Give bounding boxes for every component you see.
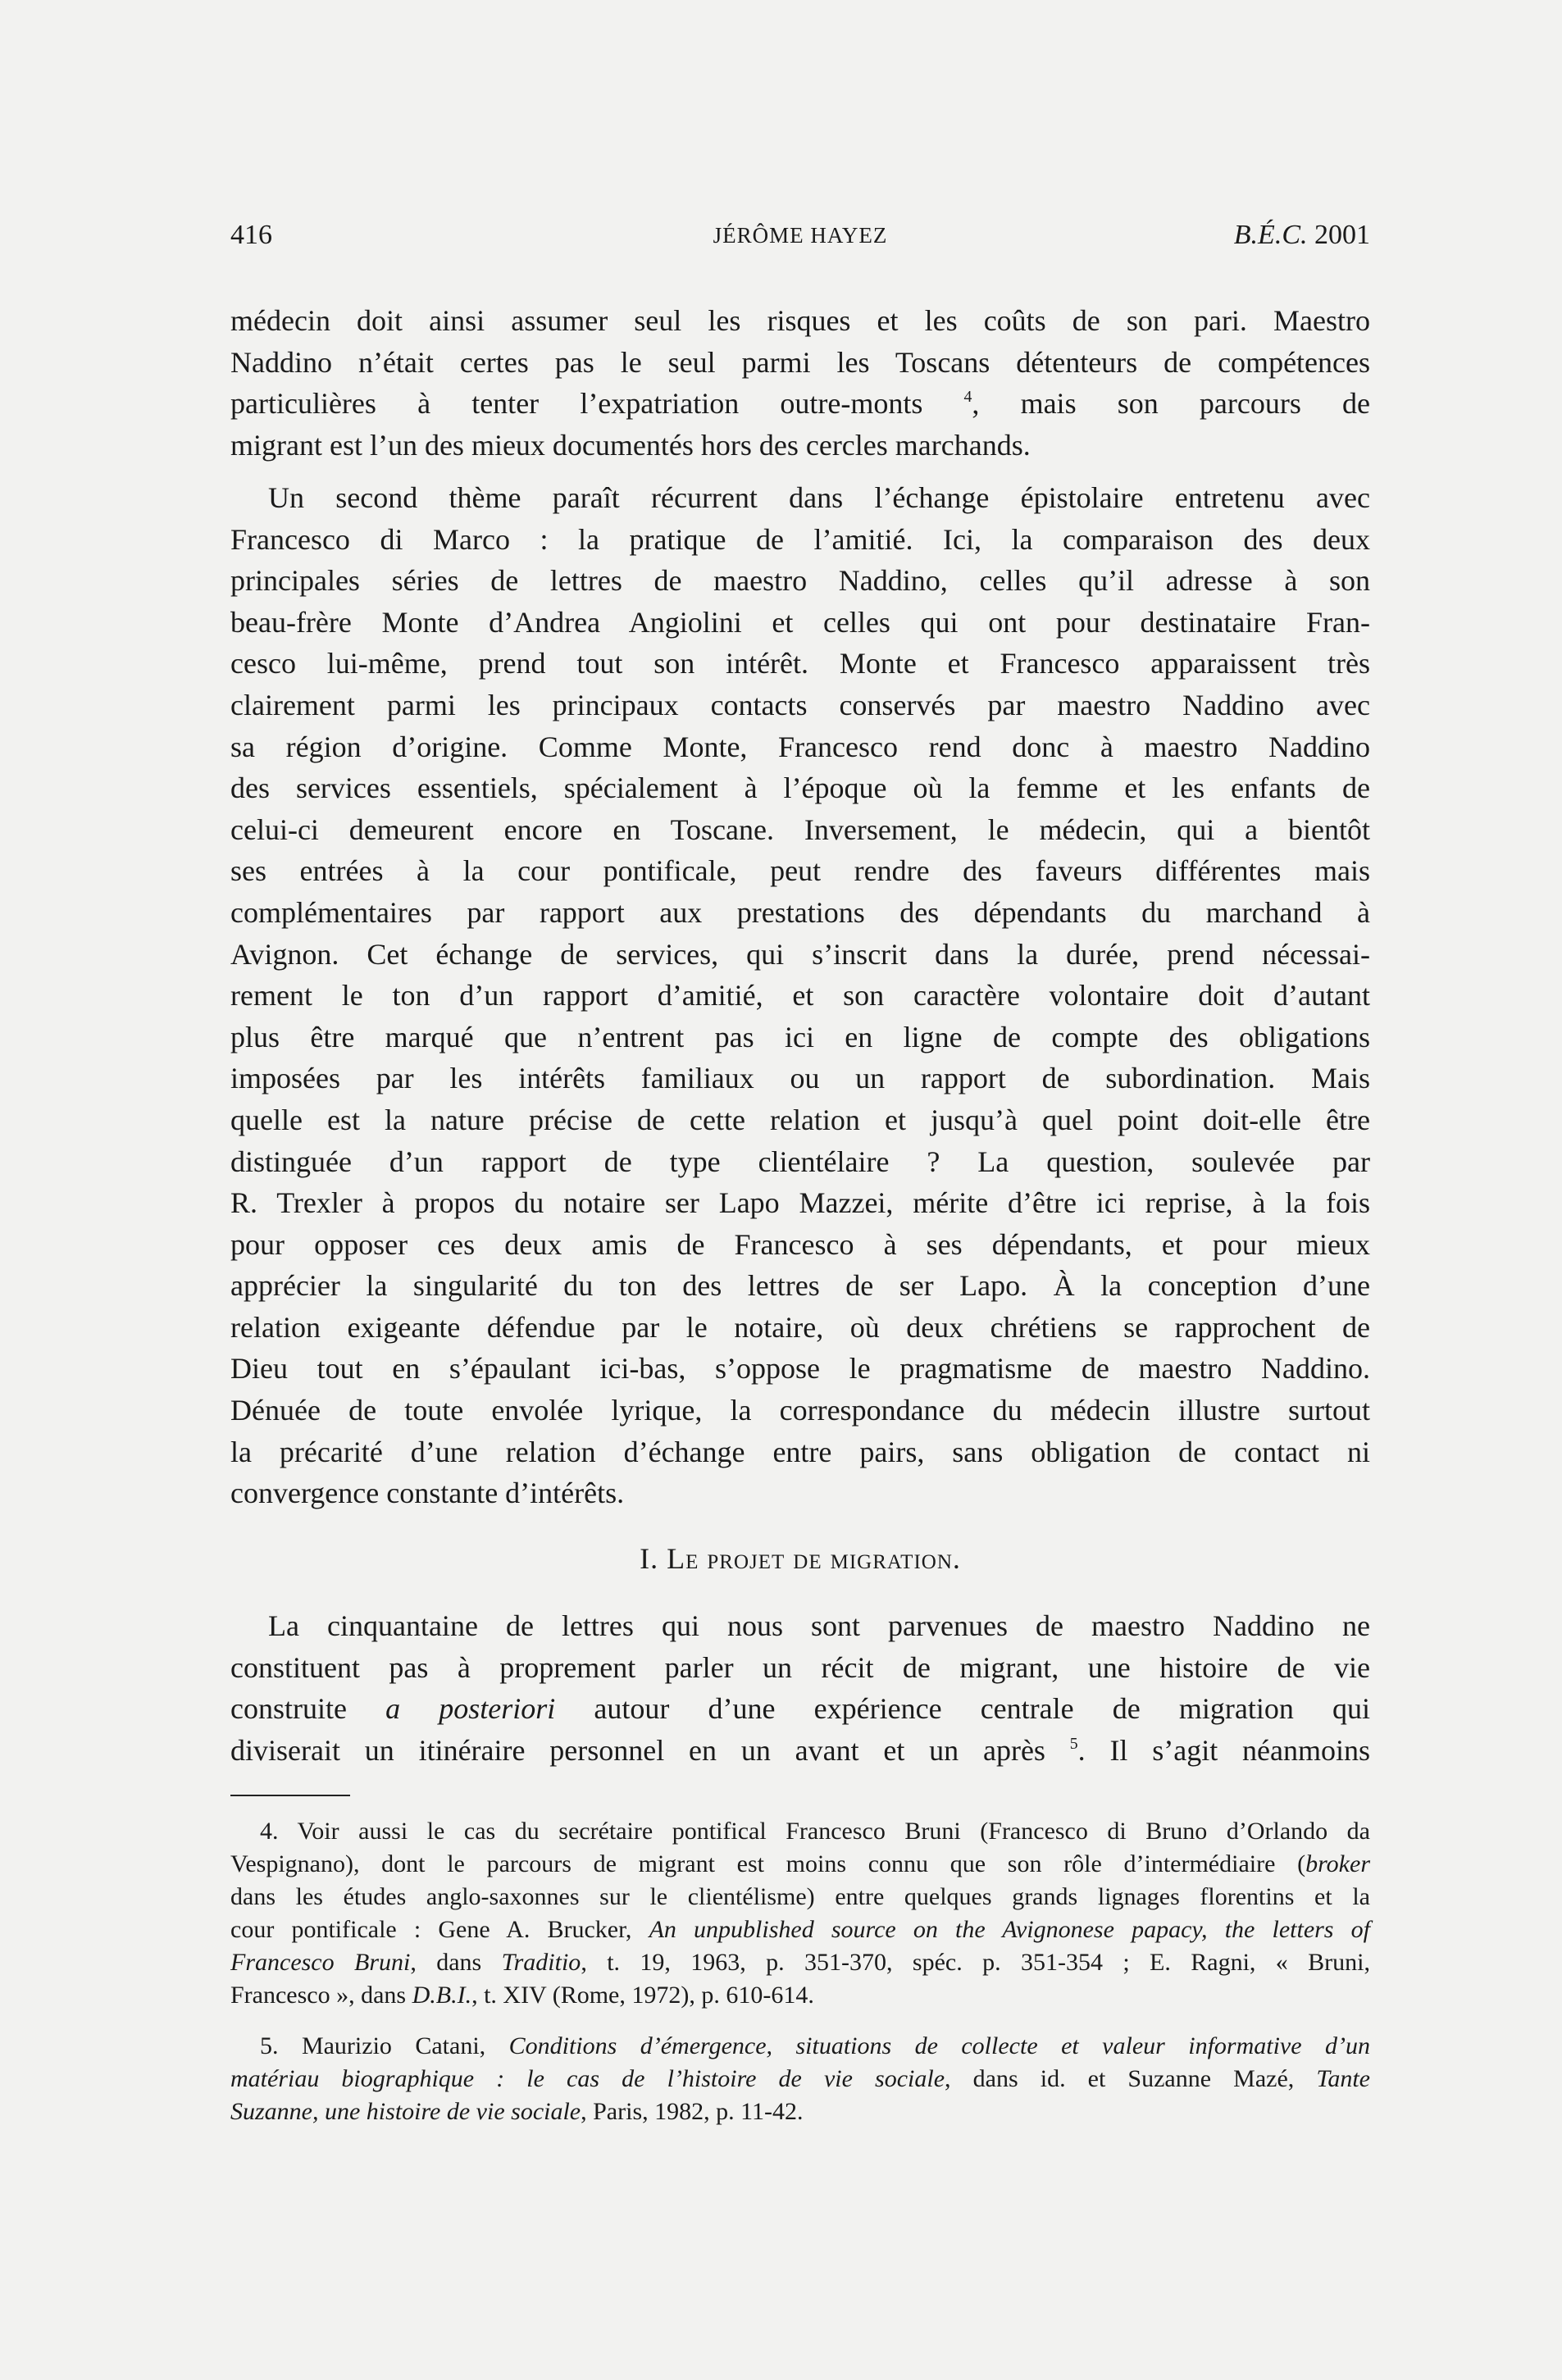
text-run: la précarité d’une relation d’échange entre pairs, sans obligation de contact ni (230, 1435, 1370, 1468)
text-run: , dans (410, 1949, 502, 1976)
text-run: cour pontificale : Gene A. Brucker, (230, 1916, 649, 1943)
text-line (230, 1815, 1370, 1848)
text-run: diviserait un itinéraire personnel en un avant et un après (230, 1733, 1070, 1767)
running-author: JÉRÔME HAYEZ (713, 223, 888, 248)
text-run: beau-frère Monte d’Andrea Angiolini et celles qui ont pour destinataire Fran- (230, 605, 1370, 639)
page-number: 416 (230, 220, 272, 250)
footnote-ref[interactable]: 5 (1069, 1734, 1078, 1753)
text-line (230, 1848, 1370, 1881)
text-run: des services essentiels, spécialement à l’époque où la femme et les enfants de (230, 771, 1370, 805)
text-run: , t. XIV (Rome, 1972), p. 610-614. (471, 1982, 814, 2009)
italic-text: a posteriori (385, 1692, 556, 1726)
text-run: , dans id. et Suzanne Mazé, (945, 2065, 1317, 2092)
italic-text: matériau biographique : le cas de l’histoire de vie sociale (230, 2065, 945, 2092)
text-line (230, 1431, 1370, 1473)
text-run: convergence constante d’intérêts. (230, 1477, 625, 1510)
text-run: R. Trexler à propos du notaire ser Lapo Mazzei, mérite d’être ici reprise, à la fois (230, 1186, 1370, 1220)
text-run: principales séries de lettres de maestro Naddino, celles qu’il adresse à son (230, 564, 1370, 598)
text-line (230, 1688, 1370, 1730)
footnote-5 (230, 2030, 1370, 2128)
text-run: . Il s’agit néanmoins (1077, 1733, 1370, 1767)
text-line (230, 2030, 1370, 2063)
text-run: celui-ci demeurent encore en Toscane. Inversement, le médecin, qui a bientôt (230, 812, 1370, 846)
text-run: rement le ton d’un rapport d’amitié, et son caractère volontaire doit d’autant (230, 979, 1370, 1013)
text-line (230, 1099, 1370, 1141)
text-line (230, 892, 1370, 934)
text-line (230, 342, 1370, 384)
text-run: imposées par les intérêts familiaux ou un rapport de subordination. Mais (230, 1062, 1370, 1095)
text-line (230, 643, 1370, 685)
italic-text: Conditions d’émergence, situations de collecte et valeur informative d’un (508, 2032, 1370, 2059)
text-run: complémentaires par rapport aux prestations des dépendants du marchand à (230, 895, 1370, 929)
text-line (230, 300, 1370, 342)
text-run: ses entrées à la cour pontificale, peut rendre des faveurs différentes mais (230, 854, 1370, 888)
footnote-rule (230, 1795, 350, 1796)
footnote-4 (230, 1815, 1370, 2012)
text-line (230, 2063, 1370, 2096)
text-line (230, 809, 1370, 851)
text-line (230, 850, 1370, 892)
text-line (230, 685, 1370, 726)
text-run: dans les études anglo-saxonnes sur le clientélisme) entre quelques grands lignages florentins et la (230, 1883, 1370, 1910)
text-run: Francesco », dans (230, 1982, 412, 2009)
text-run: 5. Maurizio Catani, (260, 2032, 509, 2059)
paragraph-3 (230, 1605, 1370, 1771)
text-run: médecin doit ainsi assumer seul les risques et les coûts de son pari. Maestro (230, 304, 1370, 337)
text-run: , mais son parcours de (972, 387, 1370, 421)
journal-abbrev: B.É.C. (1233, 220, 1308, 250)
italic-text: Traditio (501, 1949, 581, 1976)
text-line (230, 1265, 1370, 1307)
text-line (230, 519, 1370, 561)
text-run: plus être marqué que n’entrent pas ici en ligne de compte des obligations (230, 1020, 1370, 1053)
italic-text: D.B.I. (412, 1982, 472, 2009)
text-run: Vespignano), dont le parcours de migrant est moins connu que son rôle d’intermédiaire ( (230, 1850, 1306, 1877)
text-line (230, 1647, 1370, 1689)
text-run: pour opposer ces deux amis de Francesco à ses dépendants, et pour mieux (230, 1227, 1370, 1261)
italic-text: An unpublished source on the Avignonese papacy, the letters of (649, 1916, 1370, 1943)
text-line (230, 767, 1370, 809)
text-run: apprécier la singularité du ton des lettres de ser Lapo. À la conception d’une (230, 1269, 1370, 1303)
text-line (230, 602, 1370, 644)
text-run: Naddino n’était certes pas le seul parmi les Toscans détenteurs de compétences (230, 345, 1370, 379)
text-line (230, 2096, 1370, 2128)
text-line (230, 1348, 1370, 1390)
text-run: particulières à tenter l’expatriation outre-monts (230, 387, 964, 421)
running-header (230, 220, 1370, 256)
text-line (230, 1730, 1370, 1772)
paragraph-1 (230, 300, 1370, 466)
text-line (230, 425, 1370, 466)
text-line (230, 1472, 1370, 1514)
text-run: quelle est la nature précise de cette relation et jusqu’à quel point doit-elle être (230, 1103, 1370, 1136)
text-line (230, 1141, 1370, 1183)
text-run: cesco lui-même, prend tout son intérêt. Monte et Francesco apparaissent très (230, 647, 1370, 680)
text-line (230, 477, 1370, 519)
text-line (230, 1307, 1370, 1349)
text-run: Dénuée de toute envolée lyrique, la correspondance du médecin illustre surtout (230, 1394, 1370, 1427)
section-heading: I. Le projet de migration. (640, 1542, 961, 1575)
text-line (230, 1979, 1370, 2012)
text-line (230, 934, 1370, 976)
text-run: sa région d’origine. Comme Monte, Francesco rend donc à maestro Naddino (230, 730, 1370, 763)
text-run: Francesco di Marco : la pratique de l’amitié. Ici, la comparaison des deux (230, 522, 1370, 556)
text-run: construite (230, 1692, 386, 1726)
journal-ref (1234, 220, 1370, 251)
text-run: 4. Voir aussi le cas du secrétaire pontifical Francesco Bruni (Francesco di Bruno d’Orlando da (260, 1818, 1370, 1845)
text-run: Dieu tout en s’épaulant ici-bas, s’oppose le pragmatisme de maestro Naddino. (230, 1352, 1370, 1386)
text-line (230, 1946, 1370, 1979)
text-run: migrant est l’un des mieux documentés hors des cercles marchands. (230, 428, 1031, 462)
text-run: , Paris, 1982, p. 11-42. (581, 2098, 804, 2125)
text-line (230, 1017, 1370, 1058)
text-line (230, 726, 1370, 768)
text-run: clairement parmi les principaux contacts conservés par maestro Naddino avec (230, 688, 1370, 721)
footnote-ref[interactable]: 4 (963, 388, 972, 407)
text-line (230, 975, 1370, 1017)
text-line (230, 1058, 1370, 1099)
text-line (230, 1224, 1370, 1266)
italic-text: Suzanne, une histoire de vie sociale (230, 2098, 581, 2125)
text-line (230, 1182, 1370, 1224)
text-line (230, 383, 1370, 425)
text-run: distinguée d’un rapport de type clientélaire ? La question, soulevée par (230, 1144, 1370, 1178)
paragraph-2 (230, 477, 1370, 1514)
text-run: La cinquantaine de lettres qui nous sont parvenues de maestro Naddino ne (268, 1609, 1370, 1642)
text-run: constituent pas à proprement parler un récit de migrant, une histoire de vie (230, 1650, 1370, 1684)
text-run: Un second thème paraît récurrent dans l’échange épistolaire entretenu avec (268, 481, 1370, 514)
italic-text: Francesco Bruni (230, 1949, 411, 1976)
text-line (230, 1881, 1370, 1914)
text-run: Avignon. Cet échange de services, qui s’inscrit dans la durée, prend nécessai- (230, 937, 1370, 971)
text-line (230, 1914, 1370, 1946)
text-line (230, 1390, 1370, 1431)
text-line (230, 560, 1370, 602)
text-run: , t. 19, 1963, p. 351-370, spéc. p. 351-354 ; E. Ragni, « Bruni, (581, 1949, 1370, 1976)
text-run: autour d’une expérience centrale de migration qui (555, 1692, 1370, 1726)
text-line (230, 1605, 1370, 1647)
italic-text: Tante (1316, 2065, 1370, 2092)
italic-text: broker (1305, 1850, 1370, 1877)
text-run: relation exigeante défendue par le notaire, où deux chrétiens se rapprochent de (230, 1310, 1370, 1344)
journal-year: 2001 (1314, 220, 1370, 250)
